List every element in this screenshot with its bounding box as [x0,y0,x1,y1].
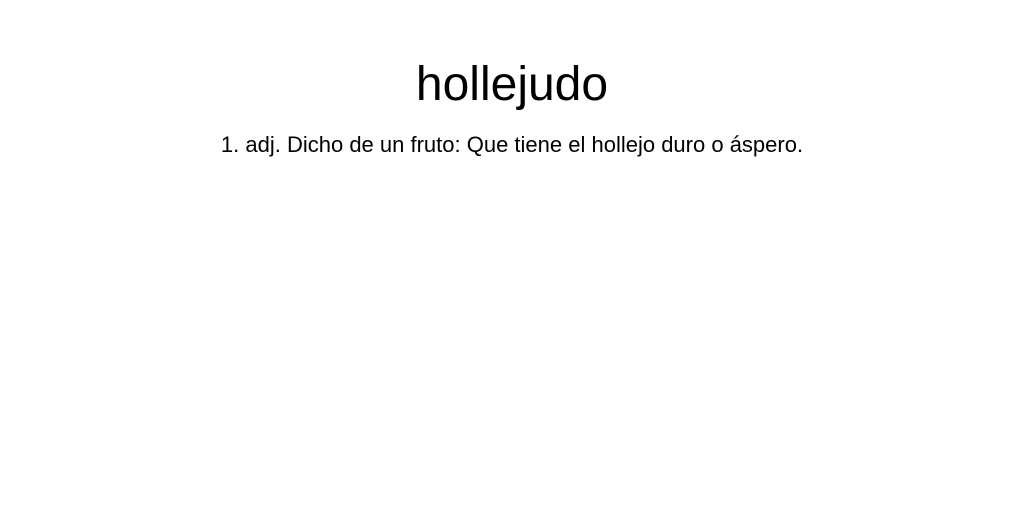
definition-text: 1. adj. Dicho de un fruto: Que tiene el hollejo duro o áspero. [220,132,804,157]
headword: hollejudo [415,58,609,111]
